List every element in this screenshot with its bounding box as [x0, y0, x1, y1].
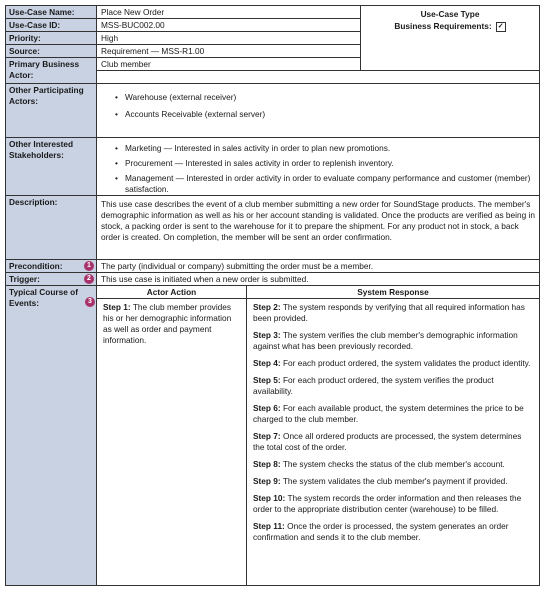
actor-action-column	[97, 299, 247, 585]
actor-action-header: Actor Action	[97, 286, 247, 299]
system-response-column	[247, 299, 539, 585]
step-number: Step 10:	[253, 493, 286, 503]
stakeholder-item: • Marketing — Interested in sales activity in order to plan new promotions.	[125, 143, 535, 154]
id-value: MSS-BUC002.00	[97, 19, 361, 32]
callout-badge-3: 3	[85, 297, 95, 307]
step-number: Step 8:	[253, 459, 281, 469]
course-step	[253, 476, 533, 487]
stakeholder-item: • Management — Interested in order activity in order to evaluate company performance and customer (member) satisfaction.	[125, 173, 535, 195]
step-text: The system records the order information and then releases the order to the appropriate distribution center (warehouse) to be filled.	[253, 493, 522, 514]
step-text: The club member provides his or her demographic information as well as order and payment information.	[103, 302, 232, 345]
course-step	[253, 431, 533, 453]
name-label: Use-Case Name:	[6, 6, 97, 19]
primary-actor-value: Club member	[97, 58, 361, 71]
use-case-type-title: Use-Case Type	[420, 9, 480, 19]
course-step	[253, 358, 533, 369]
business-requirements-label: Business Requirements:	[394, 21, 492, 31]
step-number: Step 5:	[253, 375, 281, 385]
name-value: Place New Order	[97, 6, 361, 19]
step-text: The system responds by verifying that all required information has been provided.	[253, 302, 525, 323]
use-case-document	[5, 5, 540, 586]
course-step	[103, 302, 242, 346]
source-value: Requirement — MSS-R1.00	[97, 45, 361, 58]
system-response-header: System Response	[247, 286, 539, 299]
step-text: Once the order is processed, the system generates an order confirmation and sends it to the club member.	[253, 521, 509, 542]
precondition-label	[6, 260, 97, 273]
course-step	[253, 459, 533, 470]
other-actors-list	[97, 84, 539, 138]
stakeholders-label: Other Interested Stakeholders:	[6, 138, 97, 196]
trigger-text: This use case is initiated when a new order is submitted.	[97, 273, 539, 286]
callout-badge-2: 2	[84, 274, 94, 284]
course-step	[253, 403, 533, 425]
course-step	[253, 493, 533, 515]
precondition-label-text: Precondition:	[9, 261, 63, 271]
stakeholder-item: • Procurement — Interested in sales activity in order to replenish inventory.	[125, 158, 535, 169]
priority-label: Priority:	[6, 32, 97, 45]
step-number: Step 6:	[253, 403, 281, 413]
business-requirements-row	[361, 21, 539, 32]
id-label: Use-Case ID:	[6, 19, 97, 32]
course-step	[253, 302, 533, 324]
other-actor-item: • Warehouse (external receiver)	[125, 92, 535, 103]
step-number: Step 3:	[253, 330, 281, 340]
step-number: Step 4:	[253, 358, 281, 368]
trigger-label-text: Trigger:	[9, 274, 40, 284]
course-label	[6, 286, 97, 585]
business-requirements-checkbox[interactable]: ✓	[496, 22, 506, 32]
step-number: Step 2:	[253, 302, 281, 312]
course-label-text: Typical Course of Events:	[9, 287, 79, 308]
priority-value: High	[97, 32, 361, 45]
step-text: For each product ordered, the system verifies the product availability.	[253, 375, 494, 396]
step-text: For each product ordered, the system validates the product identity.	[282, 358, 531, 368]
step-text: The system checks the status of the club member's account.	[282, 459, 505, 469]
description-text: This use case describes the event of a club member submitting a new order for SoundStage products. The member's demographic information as well as his or her account standing is validated. Once the products are verified as being in stock, a packing order is sent to the warehouse for it to prepare the shipment. For any product not in stock, a back order is created. On completion, the member will be sent an order confirmation.	[97, 196, 539, 260]
precondition-text: The party (individual or company) submitting the order must be a member.	[97, 260, 539, 273]
step-text: The system verifies the club member's demographic information against what has been previously recorded.	[253, 330, 518, 351]
step-text: Once all ordered products are processed, the system determines the total cost of the order.	[253, 431, 522, 452]
step-number: Step 7:	[253, 431, 281, 441]
callout-badge-1: 1	[84, 261, 94, 271]
use-case-type-box	[361, 6, 539, 71]
description-label: Description:	[6, 196, 97, 260]
step-number: Step 9:	[253, 476, 281, 486]
primary-actor-label: Primary Business Actor:	[6, 58, 97, 84]
step-text: For each available product, the system determines the price to be charged to the club member.	[253, 403, 524, 424]
other-actor-item: • Accounts Receivable (external server)	[125, 109, 535, 120]
other-actors-label: Other Participating Actors:	[6, 84, 97, 138]
trigger-label	[6, 273, 97, 286]
course-step	[253, 375, 533, 397]
course-step	[253, 521, 533, 543]
step-text: The system validates the club member's payment if provided.	[282, 476, 508, 486]
course-step	[253, 330, 533, 352]
primary-actor-spacer	[97, 71, 539, 84]
source-label: Source:	[6, 45, 97, 58]
step-number: Step 11:	[253, 521, 285, 531]
step-number: Step 1:	[103, 302, 131, 312]
stakeholders-list	[97, 138, 539, 196]
